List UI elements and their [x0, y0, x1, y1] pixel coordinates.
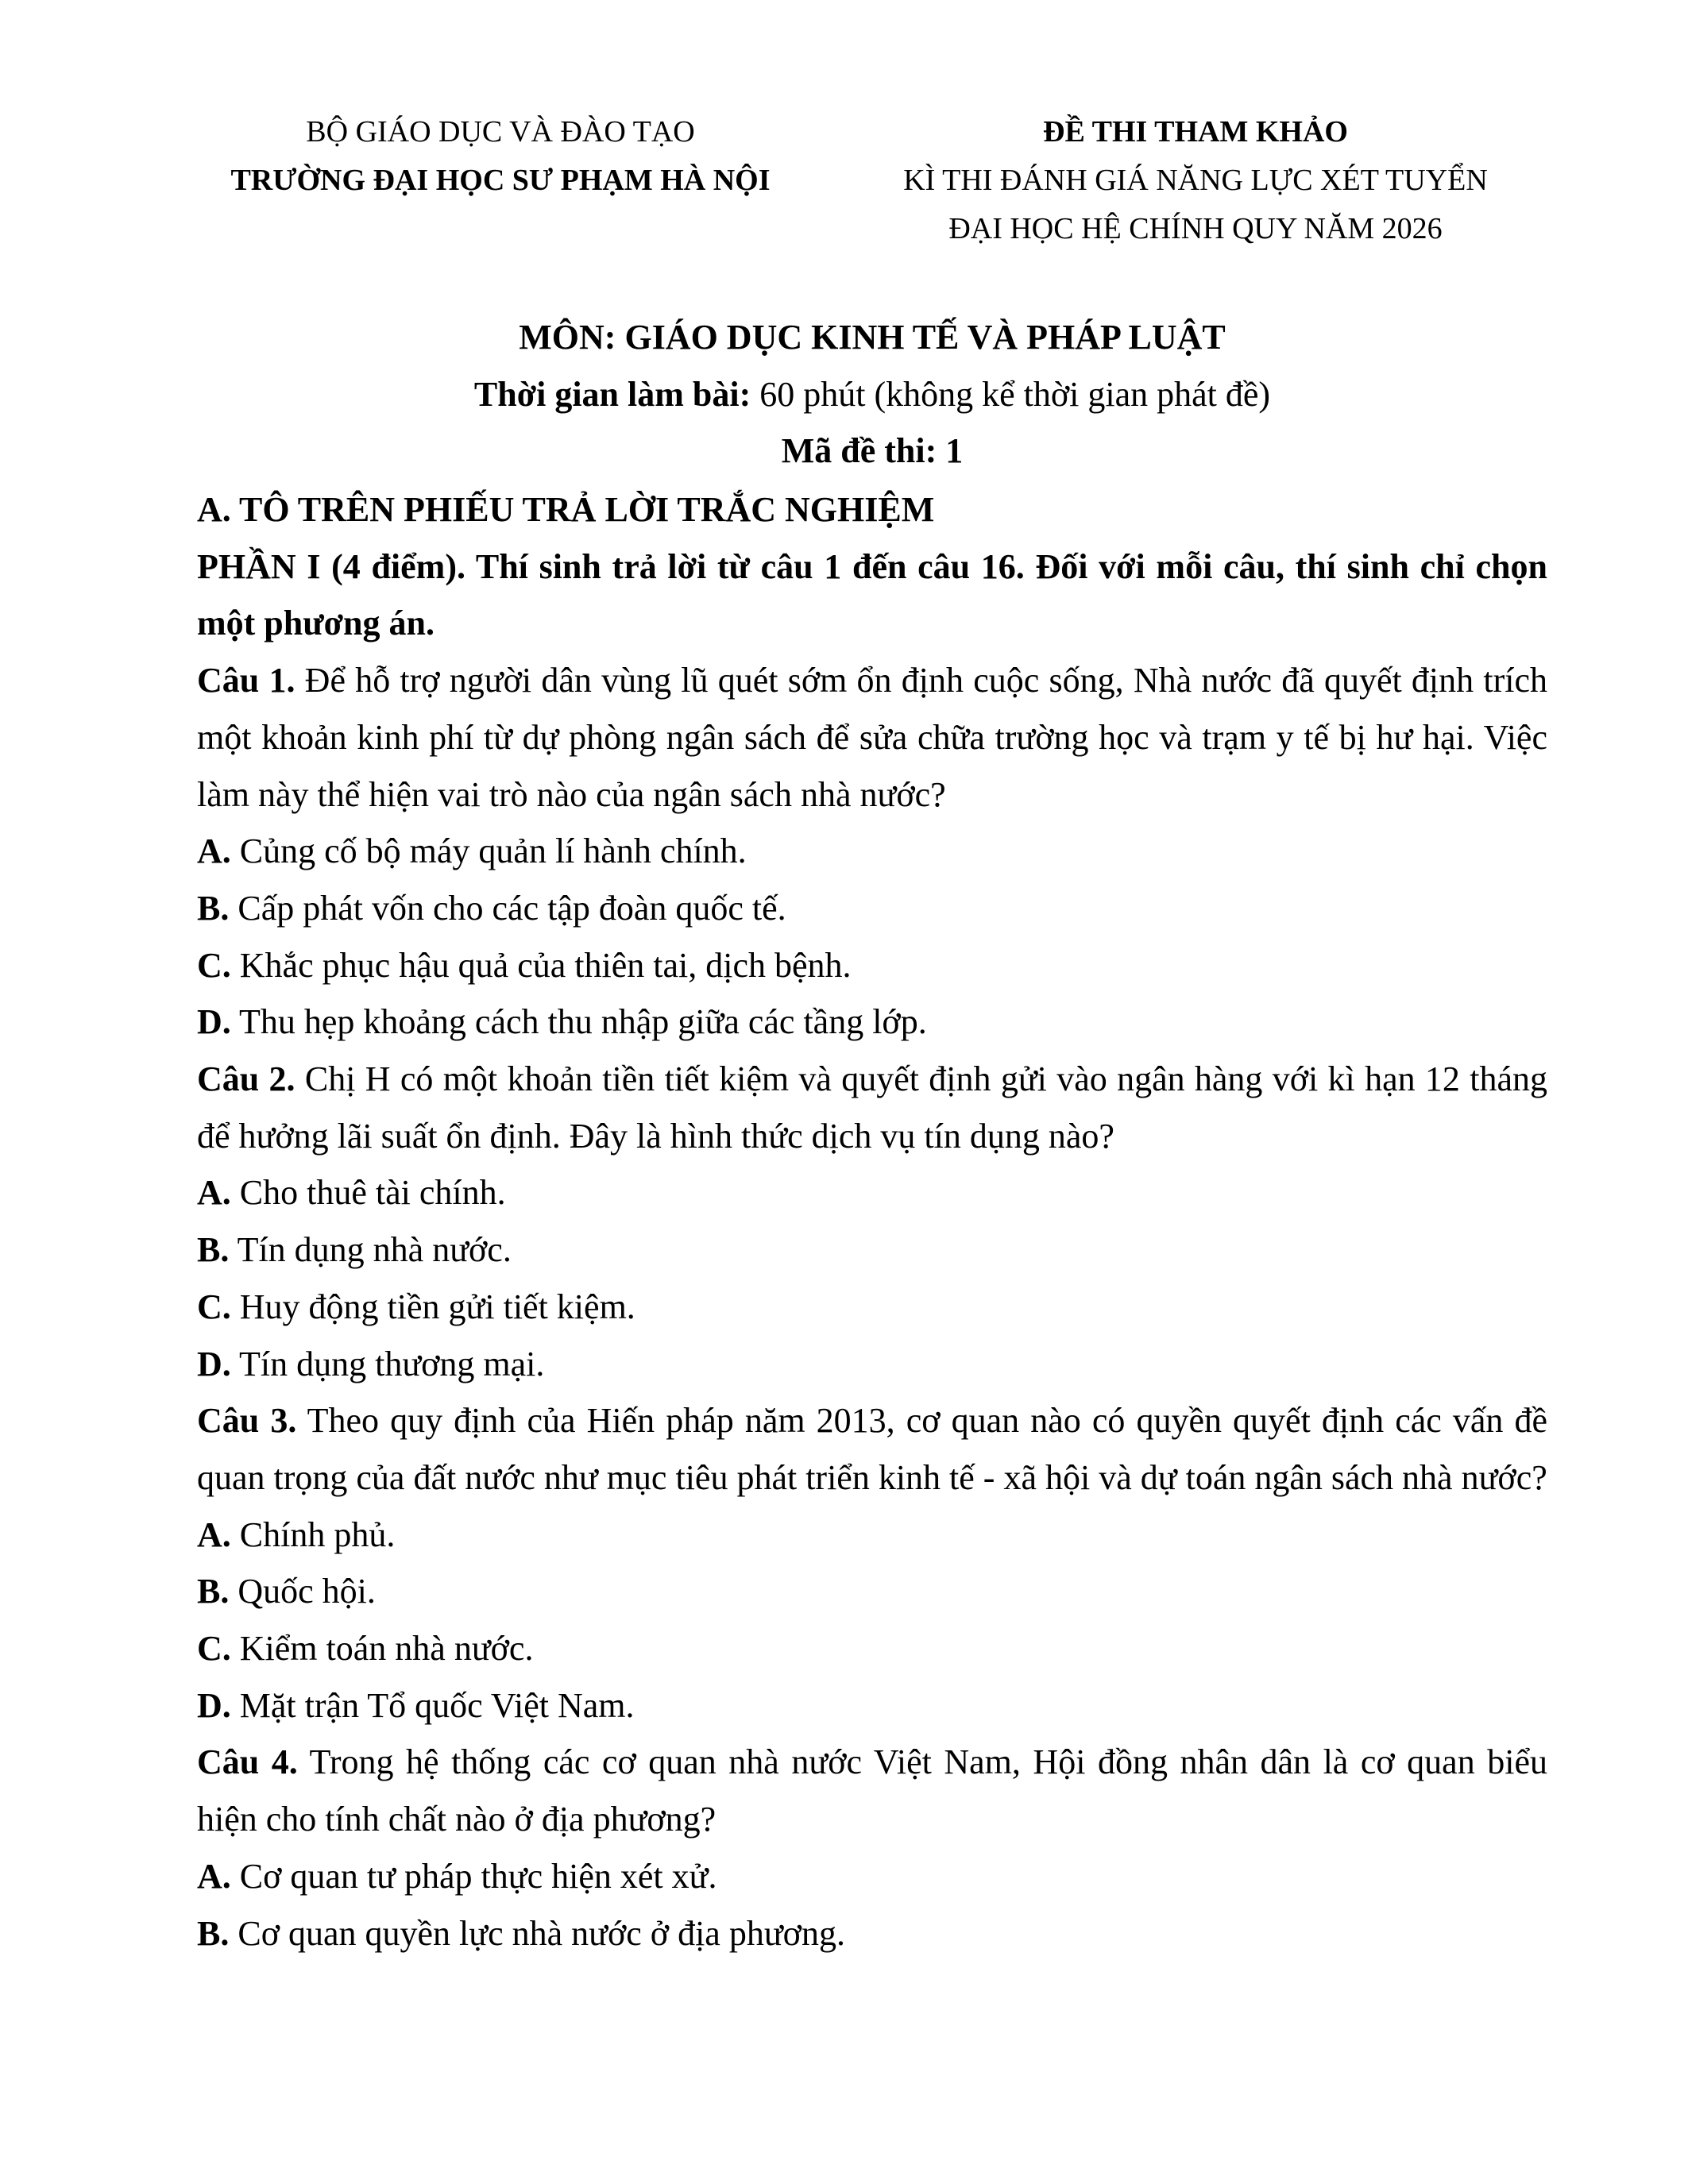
title-block [197, 309, 1547, 480]
question-label: Câu 1. [197, 661, 295, 700]
answer-option [197, 823, 1547, 880]
question [197, 1734, 1547, 1847]
exam-body [197, 481, 1547, 1962]
exam-type: ĐỀ THI THAM KHẢO [1043, 115, 1348, 149]
option-key: C. [197, 1287, 231, 1326]
option-key: C. [197, 1629, 231, 1669]
answer-option [197, 1677, 1547, 1734]
answer-option [197, 1279, 1547, 1336]
option-text: Kiểm toán nhà nước. [230, 1629, 534, 1669]
option-key: A. [197, 1173, 231, 1213]
answer-option [197, 1221, 1547, 1279]
option-text: Mặt trận Tổ quốc Việt Nam. [230, 1685, 635, 1725]
answer-option [197, 1507, 1547, 1564]
option-text: Tín dụng thương mại. [230, 1344, 545, 1383]
exam-code: Mã đề thi: 1 [781, 431, 964, 471]
question-label: Câu 4. [197, 1742, 298, 1782]
option-text: Cho thuê tài chính. [230, 1173, 506, 1213]
time-info [197, 366, 1547, 423]
question-text: Theo quy định của Hiến pháp năm 2013, cơ quan nào có quyền quyết định các vấn đề quan trọng của đất nước như mục tiêu phát triển kinh tế - xã hội và dự toán ngân sách nhà nước? [197, 1401, 1547, 1497]
section-heading: A. TÔ TRÊN PHIẾU TRẢ LỜI TRẮC NGHIỆM [197, 490, 935, 529]
answer-option [197, 937, 1547, 994]
option-text: Chính phủ. [230, 1515, 396, 1554]
answer-option [197, 994, 1547, 1051]
question-text: Trong hệ thống các cơ quan nhà nước Việt Nam, Hội đồng nhân dân là cơ quan biểu hiện cho tính chất nào ở địa phương? [197, 1742, 1547, 1839]
exam-year: ĐẠI HỌC HỆ CHÍNH QUY NĂM 2026 [948, 212, 1443, 245]
option-text: Cơ quan tư pháp thực hiện xét xử. [230, 1856, 717, 1896]
question [197, 652, 1547, 823]
answer-option [197, 880, 1547, 937]
option-key: D. [197, 1344, 231, 1383]
option-key: A. [197, 832, 231, 871]
issuer-block [222, 108, 778, 205]
option-text: Khắc phục hậu quả của thiên tai, dịch bệnh. [230, 945, 852, 985]
question [197, 1392, 1547, 1506]
exam-block [866, 108, 1525, 253]
question [197, 1051, 1547, 1164]
question-list [197, 652, 1547, 1962]
answer-option [197, 1905, 1547, 1962]
question-label: Câu 2. [197, 1059, 295, 1099]
option-key: B. [197, 1913, 230, 1953]
answer-option [197, 1848, 1547, 1905]
option-text: Cơ quan quyền lực nhà nước ở địa phương. [229, 1913, 845, 1953]
question-label: Câu 3. [197, 1401, 297, 1441]
question-text: Chị H có một khoản tiền tiết kiệm và quyết định gửi vào ngân hàng với kì hạn 12 tháng để hưởng lãi suất ổn định. Đây là hình thức dịch vụ tín dụng nào? [197, 1059, 1547, 1156]
option-key: D. [197, 1002, 231, 1042]
question-text: Để hỗ trợ người dân vùng lũ quét sớm ổn định cuộc sống, Nhà nước đã quyết định trích một khoản kinh phí từ dự phòng ngân sách để sửa chữa trường học và trạm y tế bị hư hại. Việc làm này thể hiện vai trò nào của ngân sách nhà nước? [197, 661, 1548, 814]
option-key: A. [197, 1856, 231, 1896]
option-text: Củng cố bộ máy quản lí hành chính. [230, 832, 747, 871]
option-key: B. [197, 1572, 230, 1611]
answer-option [197, 1336, 1547, 1393]
option-key: B. [197, 1230, 230, 1270]
answer-option [197, 1164, 1547, 1221]
option-key: A. [197, 1515, 231, 1554]
ministry-name: BỘ GIÁO DỤC VÀ ĐÀO TẠO [306, 115, 695, 149]
option-key: B. [197, 888, 230, 928]
part-instructions: PHẦN I (4 điểm). Thí sinh trả lời từ câu 1 đến câu 16. Đối với mỗi câu, thí sinh chỉ chọn một phương án. [197, 546, 1547, 643]
exam-name: KÌ THI ĐÁNH GIÁ NĂNG LỰC XÉT TUYỂN [903, 164, 1488, 197]
option-text: Tín dụng nhà nước. [229, 1230, 512, 1270]
option-text: Quốc hội. [229, 1572, 376, 1611]
subject-title: MÔN: GIÁO DỤC KINH TẾ VÀ PHÁP LUẬT [519, 318, 1226, 357]
option-text: Cấp phát vốn cho các tập đoàn quốc tế. [229, 888, 786, 928]
option-key: D. [197, 1685, 231, 1725]
answer-option [197, 1620, 1547, 1677]
university-name: TRƯỜNG ĐẠI HỌC SƯ PHẠM HÀ NỘI [230, 164, 771, 197]
option-key: C. [197, 945, 231, 985]
option-text: Thu hẹp khoảng cách thu nhập giữa các tầng lớp. [230, 1002, 927, 1042]
option-text: Huy động tiền gửi tiết kiệm. [230, 1287, 635, 1326]
answer-option [197, 1563, 1547, 1620]
time-value: 60 phút (không kể thời gian phát đề) [751, 374, 1271, 414]
time-label: Thời gian làm bài: [473, 374, 751, 414]
